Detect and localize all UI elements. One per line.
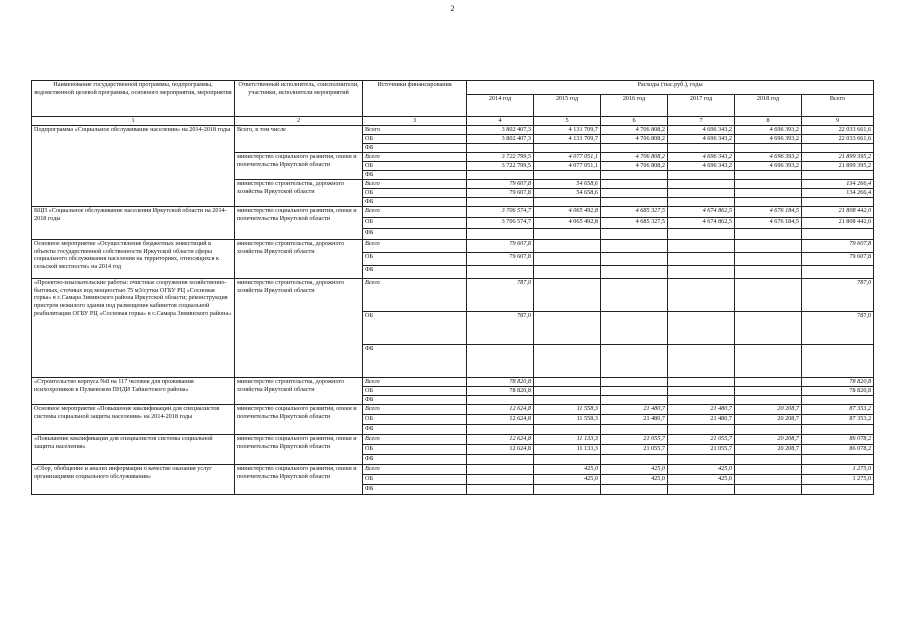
row-value: 1 275,0	[802, 464, 874, 474]
row-value: 4 685 327,5	[601, 217, 668, 228]
row-value	[467, 484, 534, 494]
row-value	[802, 143, 874, 152]
row-value	[735, 386, 802, 395]
row-value	[601, 179, 668, 188]
column-number: 8	[735, 117, 802, 126]
row-value: 21 055,7	[601, 444, 668, 454]
row-value: 79 607,8	[802, 252, 874, 265]
row-value	[534, 252, 601, 265]
row-value: 4 077 051,1	[534, 152, 601, 161]
row-name: «Сбор, обобщение и анализ информации о качестве оказания услуг организациями социального обслуживания»	[32, 464, 235, 494]
row-value	[668, 188, 735, 197]
row-value: 20 208,7	[735, 414, 802, 424]
header-year: 2017 год	[668, 95, 735, 117]
row-value	[534, 197, 601, 206]
row-value	[534, 311, 601, 344]
header-year: Всего	[802, 95, 874, 117]
row-executor: министерство строительства, дорожного хозяйства Иркутской области	[235, 239, 363, 278]
row-value	[601, 386, 668, 395]
row-value	[735, 197, 802, 206]
column-number: 3	[363, 117, 467, 126]
row-source: Всего	[363, 239, 467, 252]
row-value: 425,0	[534, 464, 601, 474]
row-value: 3 706 574,7	[467, 217, 534, 228]
row-value	[668, 252, 735, 265]
row-value: 1 275,0	[802, 474, 874, 484]
row-source: ФБ	[363, 454, 467, 464]
row-value	[534, 395, 601, 404]
row-value: 78 820,8	[467, 377, 534, 386]
row-value: 787,0	[802, 278, 874, 311]
row-value: 54 658,6	[534, 188, 601, 197]
row-executor: министерство строительства, дорожного хозяйства Иркутской области	[235, 278, 363, 377]
header-name: Наименование государственной программы, подпрограммы, ведомственной целевой программы, основного мероприятия, мероприятия	[32, 81, 235, 117]
row-value: 4 676 184,5	[735, 206, 802, 217]
row-value	[735, 252, 802, 265]
column-number: 2	[235, 117, 363, 126]
row-value	[735, 278, 802, 311]
row-value	[735, 395, 802, 404]
row-value	[534, 170, 601, 179]
row-value: 425,0	[534, 474, 601, 484]
header-year: 2018 год	[735, 95, 802, 117]
row-value: 12 624,8	[467, 444, 534, 454]
row-value: 21 055,7	[668, 434, 735, 444]
row-executor: министерство социального развития, опеки и попечительства Иркутской области	[235, 206, 363, 239]
row-value	[735, 464, 802, 474]
row-source: ФБ	[363, 170, 467, 179]
row-value	[668, 278, 735, 311]
row-value: 22 033 661,6	[802, 125, 874, 134]
row-value: 787,0	[467, 278, 534, 311]
financing-table	[31, 80, 874, 495]
row-source: ФБ	[363, 484, 467, 494]
row-value	[534, 484, 601, 494]
row-value	[467, 454, 534, 464]
row-value	[735, 188, 802, 197]
row-value: 21 480,7	[668, 404, 735, 414]
row-value: 79 607,8	[467, 252, 534, 265]
row-value: 12 624,8	[467, 434, 534, 444]
row-value	[735, 474, 802, 484]
header-executor: Ответственный исполнитель, соисполнители, участники, исполнители мероприятий	[235, 81, 363, 117]
row-source: ФБ	[363, 344, 467, 377]
row-value: 4 676 184,5	[735, 217, 802, 228]
table-row	[32, 206, 874, 217]
row-value: 78 820,8	[802, 377, 874, 386]
row-value	[802, 228, 874, 239]
row-value: 4 696 393,2	[735, 125, 802, 134]
row-source: Всего	[363, 125, 467, 134]
row-executor: министерство социального развития, опеки и попечительства Иркутской области	[235, 404, 363, 434]
row-value: 87 353,2	[802, 414, 874, 424]
row-value	[735, 143, 802, 152]
row-value: 4 674 862,5	[668, 217, 735, 228]
header-year: 2014 год	[467, 95, 534, 117]
column-number: 9	[802, 117, 874, 126]
row-value	[735, 377, 802, 386]
row-value	[467, 170, 534, 179]
row-source: ОБ	[363, 252, 467, 265]
row-value	[601, 377, 668, 386]
row-value: 21 480,7	[601, 414, 668, 424]
row-value: 134 266,4	[802, 188, 874, 197]
row-value	[802, 197, 874, 206]
row-source: Всего	[363, 278, 467, 311]
row-value	[534, 424, 601, 434]
row-source: ОБ	[363, 188, 467, 197]
row-source: ОБ	[363, 217, 467, 228]
row-value: 787,0	[467, 311, 534, 344]
row-value: 4 685 327,5	[601, 206, 668, 217]
row-value	[802, 395, 874, 404]
row-value	[735, 265, 802, 278]
header-year: 2015 год	[534, 95, 601, 117]
row-value: 79 607,8	[802, 239, 874, 252]
row-value: 425,0	[601, 464, 668, 474]
row-executor: министерство социального развития, опеки и попечительства Иркутской области	[235, 152, 363, 179]
row-value: 54 658,6	[534, 179, 601, 188]
row-executor: министерство строительства, дорожного хозяйства Иркутской области	[235, 377, 363, 404]
row-executor: министерство социального развития, опеки и попечительства Иркутской области	[235, 434, 363, 464]
row-value: 21 480,7	[601, 404, 668, 414]
row-value: 21 899 395,2	[802, 161, 874, 170]
row-value	[467, 344, 534, 377]
row-value	[534, 377, 601, 386]
table-row	[32, 239, 874, 252]
row-value: 11 558,3	[534, 404, 601, 414]
row-value: 21 480,7	[668, 414, 735, 424]
table-row	[32, 125, 874, 134]
row-value: 4 706 808,2	[601, 152, 668, 161]
row-value	[601, 278, 668, 311]
table-row	[32, 434, 874, 444]
row-value	[467, 228, 534, 239]
row-value: 4 077 051,1	[534, 161, 601, 170]
row-value: 86 078,2	[802, 444, 874, 454]
row-value: 12 624,8	[467, 414, 534, 424]
table-row	[32, 278, 874, 311]
row-value	[534, 239, 601, 252]
header-source: Источники финансирования	[363, 81, 467, 117]
row-value: 78 820,8	[802, 386, 874, 395]
row-source: ФБ	[363, 265, 467, 278]
row-value	[601, 252, 668, 265]
row-value: 425,0	[668, 474, 735, 484]
row-value	[668, 311, 735, 344]
row-name: «Проектно-изыскательские работы: очистные сооружения хозяйственно-бытовых, сточных вод мощностью 75 м3/сутки ОГБУ РЦ «Сосновая горка» в с.Самара Зиминского района Иркутской области; реконструкция пристроя нежилого здания под размещение кабинетов социальной реабилитации ОГБУ РЦ «Сосновая горка» в с.Самара Зиминского района»	[32, 278, 235, 377]
row-source: Всего	[363, 206, 467, 217]
row-source: ОБ	[363, 311, 467, 344]
row-source: Всего	[363, 434, 467, 444]
row-value: 4 706 808,2	[601, 161, 668, 170]
row-value: 3 722 799,5	[467, 152, 534, 161]
row-value: 4 706 808,2	[601, 125, 668, 134]
header-year: 2016 год	[601, 95, 668, 117]
row-source: ОБ	[363, 134, 467, 143]
row-value: 79 607,8	[467, 188, 534, 197]
row-value: 22 033 661,6	[802, 134, 874, 143]
row-source: ФБ	[363, 197, 467, 206]
row-value	[735, 228, 802, 239]
row-value	[467, 197, 534, 206]
row-value	[668, 239, 735, 252]
row-value	[668, 228, 735, 239]
row-value: 4 696 343,2	[668, 125, 735, 134]
row-name: Подпрограмма «Социальное обслуживание населения» на 2014-2018 годы	[32, 125, 235, 206]
row-source: Всего	[363, 404, 467, 414]
row-value: 87 353,2	[802, 404, 874, 414]
row-value	[735, 454, 802, 464]
row-value	[802, 424, 874, 434]
row-value	[735, 179, 802, 188]
row-value	[601, 344, 668, 377]
row-value	[668, 484, 735, 494]
row-value: 787,0	[802, 311, 874, 344]
row-value: 4 065 492,8	[534, 217, 601, 228]
row-value	[534, 278, 601, 311]
row-value	[668, 143, 735, 152]
row-value: 4 706 808,2	[601, 134, 668, 143]
row-executor: министерство социального развития, опеки и попечительства Иркутской области	[235, 464, 363, 494]
row-value	[735, 170, 802, 179]
row-value: 12 624,8	[467, 404, 534, 414]
row-value	[668, 454, 735, 464]
row-value: 21 055,7	[601, 434, 668, 444]
row-source: ОБ	[363, 474, 467, 484]
row-value	[668, 344, 735, 377]
row-value: 21 808 442,0	[802, 206, 874, 217]
row-value	[601, 424, 668, 434]
row-value: 78 820,8	[467, 386, 534, 395]
row-value: 20 208,7	[735, 404, 802, 414]
row-value	[668, 395, 735, 404]
row-value: 21 055,7	[668, 444, 735, 454]
row-value	[467, 474, 534, 484]
row-value	[467, 395, 534, 404]
row-value	[668, 265, 735, 278]
column-number: 5	[534, 117, 601, 126]
row-source: ОБ	[363, 161, 467, 170]
row-name: Основное мероприятие «Осуществление бюджетных инвестиций в объекты государственной собственности Иркутской области сферы социального обслуживания населения на территориях, относящихся к сельской местности» на 2014 год	[32, 239, 235, 278]
row-source: Всего	[363, 464, 467, 474]
row-source: Всего	[363, 152, 467, 161]
row-value	[802, 344, 874, 377]
row-value	[534, 265, 601, 278]
row-source: ОБ	[363, 444, 467, 454]
row-source: ФБ	[363, 143, 467, 152]
row-value: 79 607,8	[467, 239, 534, 252]
row-value	[802, 454, 874, 464]
row-source: Всего	[363, 179, 467, 188]
row-value: 20 208,7	[735, 434, 802, 444]
row-value	[735, 484, 802, 494]
row-value: 21 808 442,0	[802, 217, 874, 228]
table-row	[32, 464, 874, 474]
row-value	[668, 179, 735, 188]
row-source: ФБ	[363, 228, 467, 239]
row-value	[601, 170, 668, 179]
row-value: 4 131 709,7	[534, 134, 601, 143]
row-value	[668, 197, 735, 206]
row-value	[735, 424, 802, 434]
row-value	[601, 484, 668, 494]
row-value	[601, 311, 668, 344]
row-value	[601, 265, 668, 278]
column-number: 1	[32, 117, 235, 126]
row-executor: Всего, в том числе	[235, 125, 363, 152]
page-number: 2	[450, 4, 455, 13]
row-name: «Повышение квалификации для специалистов системы социальной защиты населения»	[32, 434, 235, 464]
row-value: 3 706 574,7	[467, 206, 534, 217]
row-value: 4 131 709,7	[534, 125, 601, 134]
row-name: Основное мероприятие «Повышение квалификации для специалистов системы социальной защиты населения» на 2014-2018 годы	[32, 404, 235, 434]
row-source: ФБ	[363, 424, 467, 434]
row-value: 4 696 343,2	[668, 152, 735, 161]
row-value	[601, 395, 668, 404]
row-value	[802, 484, 874, 494]
table-row	[32, 404, 874, 414]
row-value: 4 696 343,2	[668, 161, 735, 170]
row-value	[601, 143, 668, 152]
row-value: 425,0	[601, 474, 668, 484]
row-value: 79 607,8	[467, 179, 534, 188]
row-value	[534, 454, 601, 464]
row-value: 4 696 343,2	[668, 134, 735, 143]
table-row	[32, 377, 874, 386]
row-executor: министерство строительства, дорожного хозяйства Иркутской области	[235, 179, 363, 206]
column-number: 4	[467, 117, 534, 126]
row-source: Всего	[363, 377, 467, 386]
row-value	[601, 239, 668, 252]
row-value	[735, 344, 802, 377]
row-value	[668, 377, 735, 386]
row-value: 11 133,3	[534, 434, 601, 444]
row-value: 4 696 393,2	[735, 152, 802, 161]
row-value: 11 133,3	[534, 444, 601, 454]
row-value	[534, 386, 601, 395]
row-value	[668, 386, 735, 395]
row-value	[601, 197, 668, 206]
row-value	[802, 170, 874, 179]
column-number: 6	[601, 117, 668, 126]
row-value: 4 696 393,2	[735, 161, 802, 170]
row-value	[601, 188, 668, 197]
row-value: 3 722 799,5	[467, 161, 534, 170]
row-value	[735, 239, 802, 252]
row-value	[534, 228, 601, 239]
row-value	[668, 170, 735, 179]
row-value	[467, 265, 534, 278]
row-value	[735, 311, 802, 344]
row-value	[601, 454, 668, 464]
row-value	[467, 143, 534, 152]
row-name: «Строительство корпуса №8 на 117 человек для проживания психохроников в Пуляевском ПНДИ Тайшетского района»	[32, 377, 235, 404]
row-value: 3 802 407,3	[467, 134, 534, 143]
row-value: 11 558,3	[534, 414, 601, 424]
row-value	[601, 228, 668, 239]
row-value: 3 802 407,3	[467, 125, 534, 134]
row-value: 425,0	[668, 464, 735, 474]
row-value: 21 899 395,2	[802, 152, 874, 161]
row-value: 86 078,2	[802, 434, 874, 444]
row-value	[534, 143, 601, 152]
row-value: 20 208,7	[735, 444, 802, 454]
row-source: ФБ	[363, 395, 467, 404]
row-value: 4 065 492,8	[534, 206, 601, 217]
row-name: ВЦП «Социальное обслуживание населения Иркутской области на 2014-2018 годы	[32, 206, 235, 239]
row-value	[534, 344, 601, 377]
row-value: 134 266,4	[802, 179, 874, 188]
row-value	[668, 424, 735, 434]
row-value: 4 674 862,5	[668, 206, 735, 217]
column-number: 7	[668, 117, 735, 126]
row-source: ОБ	[363, 386, 467, 395]
row-value	[802, 265, 874, 278]
header-expenses: Расходы (тыс.руб.), годы	[467, 81, 874, 95]
row-value	[467, 424, 534, 434]
row-value	[467, 464, 534, 474]
row-value: 4 696 393,2	[735, 134, 802, 143]
row-source: ОБ	[363, 414, 467, 424]
